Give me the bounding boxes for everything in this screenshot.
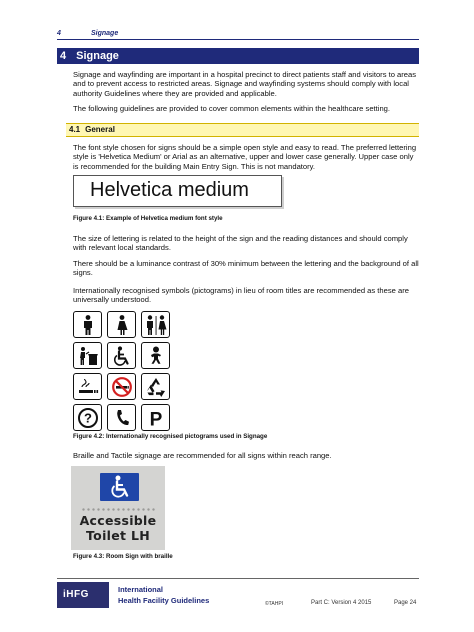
lettering-size-paragraph: The size of lettering is related to the height of the sign and the reading distances and should comply with relevant local standards. xyxy=(73,234,408,253)
section-number: 4 xyxy=(60,50,67,62)
parking-icon xyxy=(141,404,170,431)
female-toilet-icon xyxy=(107,311,136,338)
footer-page-number: Page 24 xyxy=(394,600,417,606)
ihfg-logo-text: iHFG xyxy=(63,589,89,600)
footer-org-line-1: International xyxy=(118,585,164,594)
intro-paragraph: Signage and wayfinding are important in a hospital precinct to direct patients staff and visitors to areas and to prevent access to restricted areas. Signage and wayfinding systems should comply with local authority Guidelines where they are provided and applicable. xyxy=(73,70,417,98)
room-sign-line-2: Toilet LH xyxy=(86,528,150,543)
recycling-icon xyxy=(141,373,170,400)
male-toilet-icon xyxy=(73,311,102,338)
baby-change-icon xyxy=(141,342,170,369)
svg-text:P: P xyxy=(149,409,162,429)
figure-4-3-caption: Figure 4.3: Room Sign with braille xyxy=(73,553,173,560)
section-title: Signage xyxy=(76,50,119,62)
wheelchair-icon xyxy=(107,342,136,369)
subsection-title: General xyxy=(85,125,115,134)
room-sign-photo xyxy=(71,466,165,550)
unisex-toilet-icon xyxy=(141,311,170,338)
header-rule xyxy=(57,39,419,40)
footer-org-line-2: Health Facility Guidelines xyxy=(118,596,210,605)
font-style-paragraph: The font style chosen for signs should be a simple open style and easy to read. The preferred lettering style is 'Helvetica Medium' or Arial as an alternative, upper and lower case generally. Upper case only is recommended for the building Main Entry Sign. This is not mandatory. xyxy=(73,143,417,171)
information-icon xyxy=(73,404,102,431)
running-header-chapter-number: 4 xyxy=(57,30,61,37)
braille-paragraph: Braille and Tactile signage are recommended for all signs within reach range. xyxy=(73,451,332,460)
guidelines-paragraph: The following guidelines are provided to cover common elements within the healthcare setting. xyxy=(73,104,391,113)
pictogram-grid xyxy=(73,311,171,431)
font-sample-text: Helvetica medium xyxy=(90,179,249,201)
smoking-area-icon xyxy=(73,373,102,400)
subsection-number: 4.1 xyxy=(69,125,81,134)
ihfg-logo xyxy=(57,582,109,608)
telephone-icon xyxy=(107,404,136,431)
section-heading xyxy=(57,48,419,64)
svg-text:?: ? xyxy=(83,410,92,425)
no-smoking-icon xyxy=(107,373,136,400)
symbols-paragraph: Internationally recognised symbols (pictograms) in lieu of room titles are recommended as these are universally understood. xyxy=(73,286,409,305)
room-sign-line-1: Accessible xyxy=(79,513,157,528)
font-sample-figure xyxy=(73,175,282,207)
litter-bin-icon xyxy=(73,342,102,369)
figure-4-2-caption: Figure 4.2: Internationally recognised pictograms used in Signage xyxy=(73,433,268,440)
footer-version: Part C: Version 4 2015 xyxy=(311,600,372,606)
footer-rule xyxy=(57,578,419,579)
running-header-chapter-title: Signage xyxy=(91,30,119,37)
wheelchair-icon xyxy=(100,473,139,501)
figure-4-1-caption: Figure 4.1: Example of Helvetica medium font style xyxy=(73,215,223,222)
wheelchair-symbol-badge xyxy=(100,473,139,501)
footer-copyright: ©TAHPI xyxy=(265,601,284,607)
subsection-heading xyxy=(66,123,419,137)
luminance-contrast-paragraph: There should be a luminance contrast of 30% minimum between the lettering and the background of all signs. xyxy=(73,259,419,278)
